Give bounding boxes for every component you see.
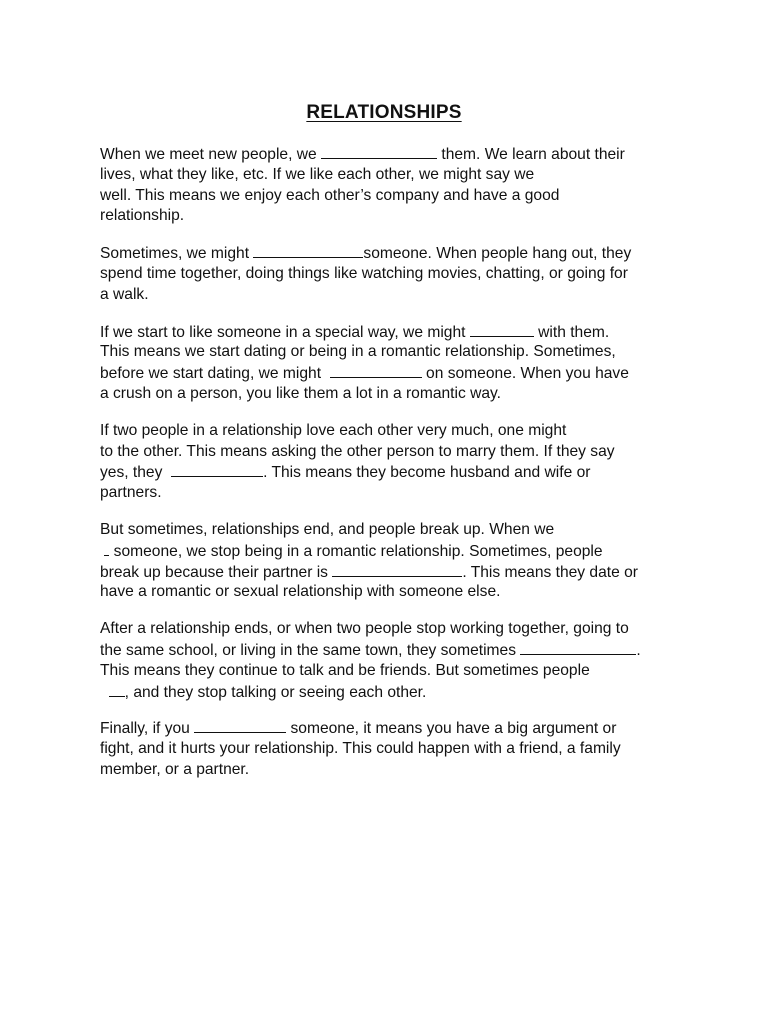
text-line: well. This means we enjoy each other’s company and have a good xyxy=(100,186,560,204)
text-segment: break up because their partner is xyxy=(100,563,333,581)
text-segment: Finally, if you xyxy=(100,720,195,738)
text-segment: them. We learn about their xyxy=(437,146,625,163)
text-segment: . xyxy=(636,641,641,659)
paragraph-7 xyxy=(100,718,690,780)
text-line: After a relationship ends, or when two people stop working together, going to xyxy=(100,620,629,638)
text-segment: someone, we stop being in a romantic relationship. Sometimes, people xyxy=(109,542,603,560)
text-segment: someone, it means you have a big argument or xyxy=(286,720,617,738)
paragraph-1 xyxy=(100,144,690,227)
text-segment: the same school, or living in the same town, they sometimes xyxy=(100,641,521,659)
text-line: a crush on a person, you like them a lot in a romantic way. xyxy=(100,384,502,402)
text-segment xyxy=(100,684,109,701)
blank-8[interactable] xyxy=(520,640,636,655)
text-line xyxy=(100,363,690,384)
paragraph-3 xyxy=(100,322,690,405)
blank-9[interactable] xyxy=(109,682,125,697)
text-line: lives, what they like, etc. If we like each other, we might say we xyxy=(100,165,535,183)
text-line: fight, and it hurts your relationship. This could happen with a friend, a family xyxy=(100,740,621,758)
text-line: But sometimes, relationships end, and people break up. When we xyxy=(100,520,555,538)
blank-3[interactable] xyxy=(470,322,534,337)
text-segment: on someone. When you have xyxy=(421,365,629,383)
page-title: RELATIONSHIPS xyxy=(306,102,462,123)
text-line: spend time together, doing things like watching movies, chatting, or going for xyxy=(100,264,628,282)
blank-2[interactable] xyxy=(253,243,363,258)
text-segment: . This means they become husband and wife or xyxy=(263,464,591,482)
text-line: have a romantic or sexual relationship with someone else. xyxy=(100,583,501,601)
text-line: relationship. xyxy=(100,207,185,225)
text-line: to the other. This means asking the other person to marry them. If they say xyxy=(100,442,615,460)
text-line: This means they continue to talk and be friends. But sometimes people xyxy=(100,661,590,679)
paragraph-6 xyxy=(100,619,690,702)
text-line: This means we start dating or being in a romantic relationship. Sometimes, xyxy=(100,343,616,361)
text-line xyxy=(100,144,690,165)
paragraph-4 xyxy=(100,421,690,504)
text-line xyxy=(100,462,690,483)
text-line xyxy=(100,682,690,703)
blank-4[interactable] xyxy=(330,363,422,378)
blank-1[interactable] xyxy=(321,144,437,159)
text-line: member, or a partner. xyxy=(100,760,250,778)
blank-7[interactable] xyxy=(332,562,462,577)
text-segment: Sometimes, we might xyxy=(100,245,254,263)
text-segment: , and they stop talking or seeing each other. xyxy=(124,683,427,701)
text-segment: with them. xyxy=(533,323,610,341)
blank-10[interactable] xyxy=(194,718,286,733)
text-segment: . This means they date or xyxy=(462,563,638,581)
paragraph-5 xyxy=(100,520,690,603)
text-line xyxy=(100,243,690,264)
text-segment: When we meet new people, we xyxy=(100,146,322,163)
text-segment: If we start to like someone in a special way, we might xyxy=(100,323,470,341)
worksheet-body xyxy=(100,144,690,797)
text-line xyxy=(100,541,690,562)
text-line xyxy=(100,322,690,343)
paragraph-2 xyxy=(100,243,690,305)
text-segment: yes, they xyxy=(100,464,172,482)
text-line xyxy=(100,718,690,739)
text-segment: before we start dating, we might xyxy=(100,365,330,383)
text-line: partners. xyxy=(100,484,162,502)
text-line: If two people in a relationship love each other very much, one might xyxy=(100,421,567,439)
text-line xyxy=(100,562,690,583)
text-line: a walk. xyxy=(100,285,149,303)
blank-5[interactable] xyxy=(171,462,263,477)
text-segment: someone. When people hang out, they xyxy=(363,245,632,263)
text-line xyxy=(100,640,690,661)
